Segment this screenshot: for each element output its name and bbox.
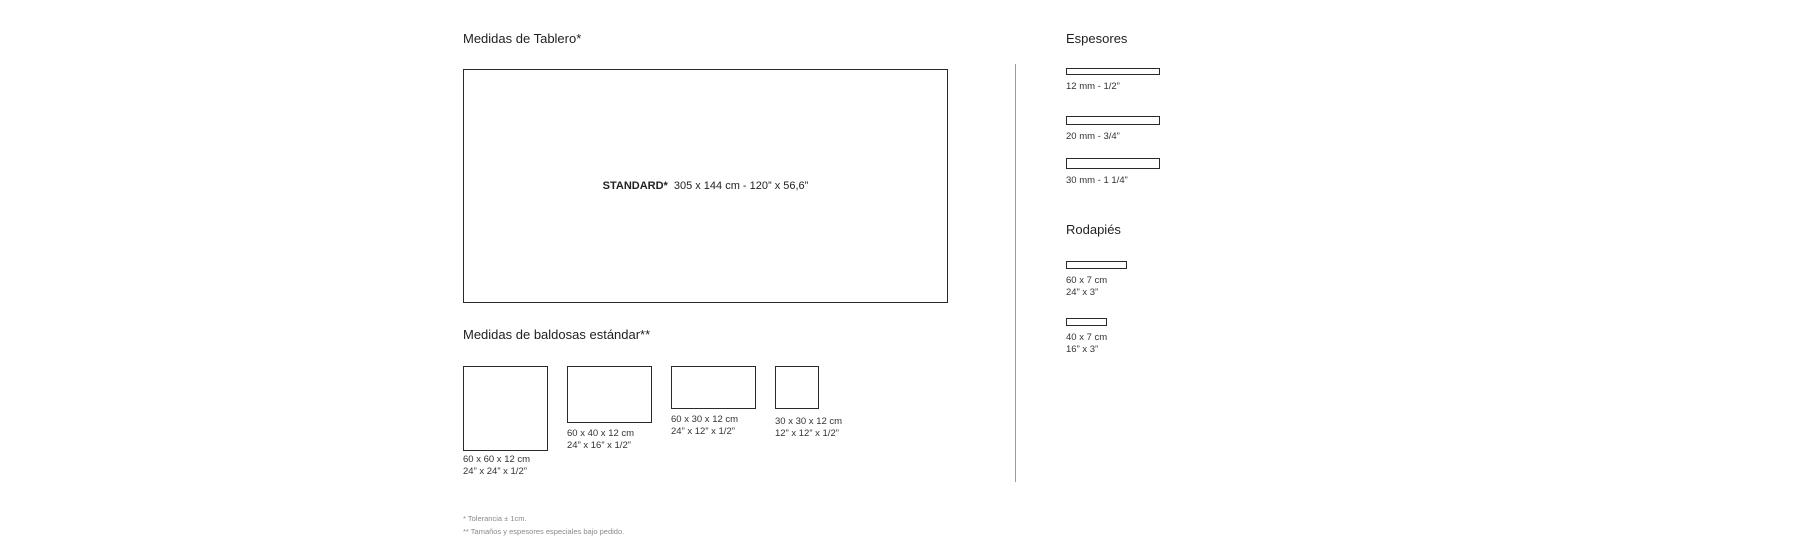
tiles-title: Medidas de baldosas estándar** <box>463 327 651 342</box>
tile-60x60-caption <box>463 454 530 478</box>
standard-size: 305 x 144 cm - 120” x 56,6” <box>673 180 809 192</box>
thickness-20mm-bar <box>1066 116 1160 125</box>
standard-board-label <box>464 180 947 192</box>
special-sizes-note: ** Tamaños y espesores especiales bajo pedido. <box>463 527 625 536</box>
thickness-30mm-label: 30 mm - 1 1/4” <box>1066 175 1128 186</box>
tile-60x30-caption <box>671 414 738 438</box>
thickness-30mm-bar <box>1066 158 1160 169</box>
board-title: Medidas de Tablero* <box>463 31 582 46</box>
skirting-60x7-imperial: 24” x 3” <box>1066 287 1099 298</box>
tile-60x30-diagram <box>671 366 756 409</box>
thickness-title: Espesores <box>1066 31 1128 46</box>
skirting-title: Rodapiés <box>1066 222 1121 237</box>
thickness-12mm-label: 12 mm - 1/2” <box>1066 81 1120 92</box>
tile-30x30-metric: 30 x 30 x 12 cm <box>775 416 843 427</box>
thickness-12mm-bar <box>1066 68 1160 75</box>
tile-60x60-diagram <box>463 366 548 451</box>
tile-60x40-diagram <box>567 366 652 423</box>
tile-60x60-imperial: 24” x 24” x 1/2” <box>463 466 527 477</box>
tile-60x30-metric: 60 x 30 x 12 cm <box>671 414 739 425</box>
skirting-40x7-metric: 40 x 7 cm <box>1066 332 1108 343</box>
tolerance-note: * Tolerancia ± 1cm. <box>463 514 527 523</box>
skirting-60x7-metric: 60 x 7 cm <box>1066 275 1108 286</box>
column-divider <box>1015 64 1016 482</box>
standard-label: STANDARD* <box>602 180 668 192</box>
tile-60x30-imperial: 24” x 12” x 1/2” <box>671 426 735 437</box>
tile-30x30-diagram <box>775 366 819 409</box>
skirting-40x7-bar <box>1066 318 1107 326</box>
tile-60x40-metric: 60 x 40 x 12 cm <box>567 428 635 439</box>
tile-60x60-metric: 60 x 60 x 12 cm <box>463 454 531 465</box>
tile-30x30-caption <box>775 416 842 440</box>
thickness-20mm-label: 20 mm - 3/4” <box>1066 131 1120 142</box>
skirting-40x7-imperial: 16” x 3” <box>1066 344 1099 355</box>
tile-60x40-imperial: 24” x 16” x 1/2” <box>567 440 631 451</box>
tile-30x30-imperial: 12” x 12” x 1/2” <box>775 428 839 439</box>
skirting-60x7-bar <box>1066 261 1127 269</box>
standard-board-diagram <box>463 69 948 303</box>
skirting-60x7-caption <box>1066 275 1107 299</box>
skirting-40x7-caption <box>1066 332 1107 356</box>
tile-60x40-caption <box>567 428 634 452</box>
